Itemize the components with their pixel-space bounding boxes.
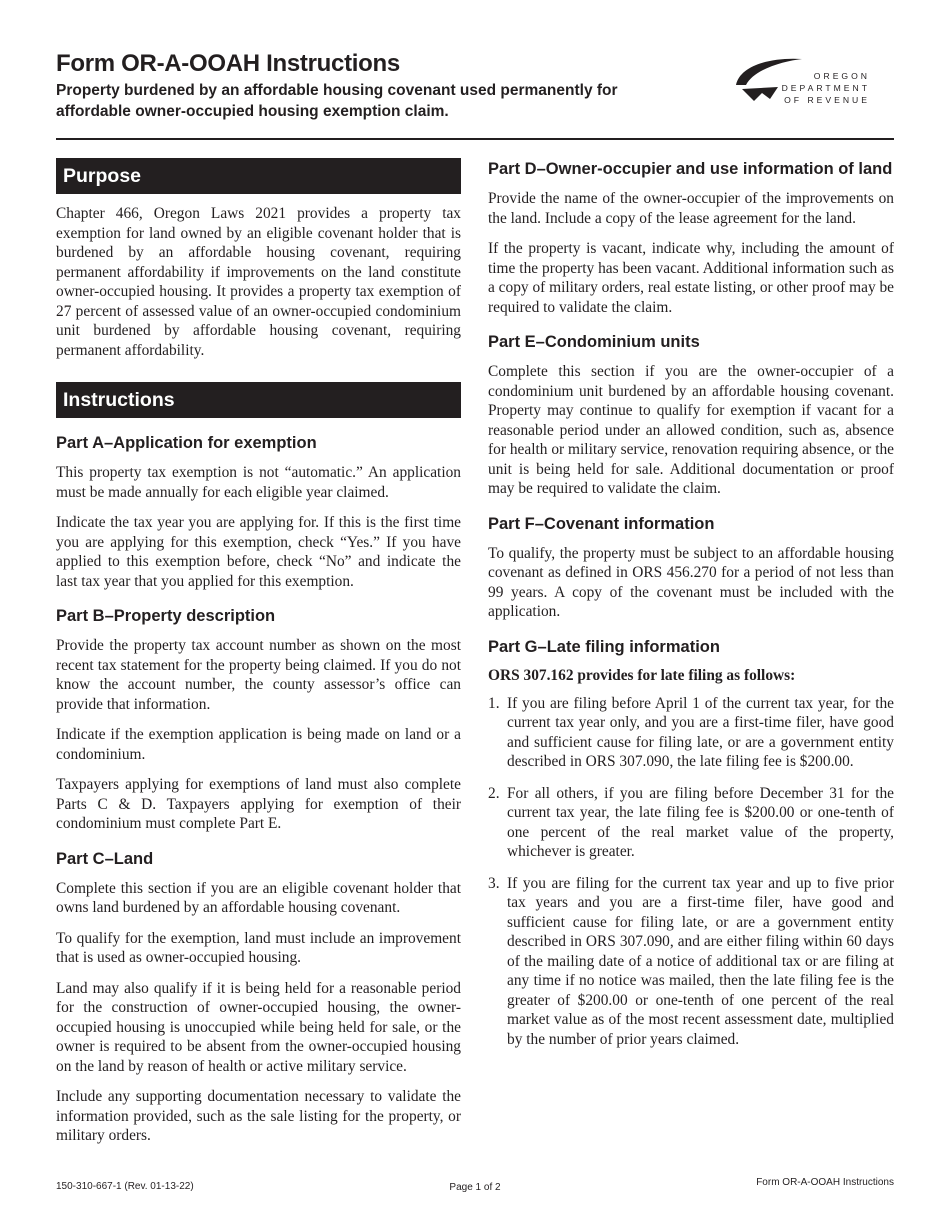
late-filing-list (488, 694, 894, 1050)
list-item-text: If you are filing before April 1 of the current tax year, for the current tax year only, and you are a first-time filer, have good and sufficient cause for filing late, or are a government entity described in ORS 307.090, the late filing fee is $200.00. (507, 694, 894, 770)
part-c-paragraph: Include any supporting documentation necessary to validate the information provided, such as the sale listing for the property, or military orders. (56, 1088, 461, 1144)
part-a-paragraph: Indicate the tax year you are applying for. If this is the first time you are applying for this exemption, check “Yes.” If you have applied to this exemption before, check “No” and indicate the last tax year that you applied for this exemption. (56, 514, 461, 590)
part-d-paragraph: Provide the name of the owner-occupier of the improvements on the land. Include a copy of the lease agreement for the land. (488, 190, 894, 227)
purpose-heading: Purpose (56, 158, 461, 194)
part-b-paragraph: Provide the property tax account number as shown on the most recent tax statement for the property being claimed. If you do not know the account number, the county assessor’s office can provide that information. (56, 637, 461, 713)
list-item-text: If you are filing for the current tax year and up to five prior tax years and you are a first-time filer, have good and sufficient cause for filing late, or are a government entity described in ORS 307.090, and are either filing within 60 days of the mailing date of a notice of additional tax or are filing at any time if no notice was mailed, then the late filing fee is the greater of $200.00 or one-tenth of one percent of the real market value as of the most recent assessment date, multiplied by the number of prior years claimed. (507, 874, 894, 1048)
part-c-paragraph: Complete this section if you are an eligible covenant holder that owns land burdened by an affordable housing covenant. (56, 879, 461, 916)
late-filing-intro: ORS 307.162 provides for late filing as follows: (488, 666, 796, 684)
right-column (488, 158, 894, 1061)
logo-line-2: DEPARTMENT (781, 83, 870, 93)
part-g-heading: Part G–Late filing information (488, 637, 720, 656)
list-item (488, 784, 894, 862)
list-item-number: 3. (488, 874, 500, 892)
part-f-heading: Part F–Covenant information (488, 514, 715, 533)
instructions-heading: Instructions (56, 382, 461, 418)
agency-logo-text (780, 70, 870, 106)
footer-page-number: Page 1 of 2 (449, 1182, 501, 1193)
logo-line-3: OF REVENUE (784, 95, 870, 105)
list-item-text: For all others, if you are filing before December 31 for the current tax year, the late filing fee is $200.00 or one-tenth of one percent of the real market value of the property, whichever is greater. (507, 784, 894, 860)
left-column (56, 158, 461, 1157)
purpose-text: Chapter 466, Oregon Laws 2021 provides a property tax exemption for land owned by an eligible covenant holder that is burdened by an affordable housing covenant, requiring permanent affordability if improvements on the land constitute owner-occupied housing. It provides a property tax exemption of 27 percent of assessed value of an owner-occupied condominium unit burdened by affordable housing covenant, requiring permanent affordability. (56, 205, 461, 359)
part-f-paragraph: To qualify, the property must be subject to an affordable housing covenant as defined in ORS 456.270 for a period of not less than 99 years. A copy of the covenant must be included with the application. (488, 544, 894, 620)
part-b-paragraph: Indicate if the exemption application is being made on land or a condominium. (56, 726, 461, 763)
header-divider (56, 138, 894, 140)
part-d-heading: Part D–Owner-occupier and use information of land (488, 160, 893, 178)
part-d-paragraph: If the property is vacant, indicate why, including the amount of time the property has been vacant. Additional information such as a copy of military orders, real estate listing, or other proof may be required to validate the claim. (488, 240, 895, 316)
list-item-number: 1. (488, 694, 500, 712)
list-item (488, 694, 894, 772)
part-e-paragraph: Complete this section if you are the owner-occupier of a condominium unit burdened by an affordable housing covenant. Property may continue to qualify for exemption if vacant for a reasonable period under an allowed condition, such as, absence for health or military service, renovation requiring absence, or the unit is being held for sale. Additional documentation or proof may be required to validate the claim. (488, 363, 894, 497)
part-c-paragraph: Land may also qualify if it is being held for a reasonable period for the construction of owner-occupied housing, the owner-occupied housing is unoccupied while being held for sale, or the owner is required to be absent from the owner-occupied housing on the land by reason of health or active military service. (56, 979, 461, 1075)
page-title: Form OR-A-OOAH Instructions (56, 50, 400, 77)
part-c-heading: Part C–Land (56, 849, 154, 868)
part-a-paragraph: This property tax exemption is not “automatic.” An application must be made annually for each eligible year claimed. (56, 464, 461, 501)
part-b-heading: Part B–Property description (56, 607, 276, 625)
part-c-paragraph: To qualify for the exemption, land must include an improvement that is used as owner-occupied housing. (56, 929, 461, 966)
footer-form-number: 150-310-667-1 (Rev. 01-13-22) (56, 1181, 194, 1192)
list-item-number: 2. (488, 784, 500, 802)
part-b-paragraph: Taxpayers applying for exemptions of land must also complete Parts C & D. Taxpayers applying for exemption of their condominium must complete Part E. (56, 776, 461, 832)
footer-form-name: Form OR-A-OOAH Instructions (756, 1177, 894, 1188)
logo-line-1: OREGON (813, 71, 870, 81)
part-e-heading: Part E–Condominium units (488, 333, 700, 351)
list-item (488, 874, 894, 1050)
part-a-heading: Part A–Application for exemption (56, 434, 317, 452)
page-subtitle: Property burdened by an affordable housing covenant used permanently for affordable owner-occupied housing exemption claim. (56, 82, 618, 120)
